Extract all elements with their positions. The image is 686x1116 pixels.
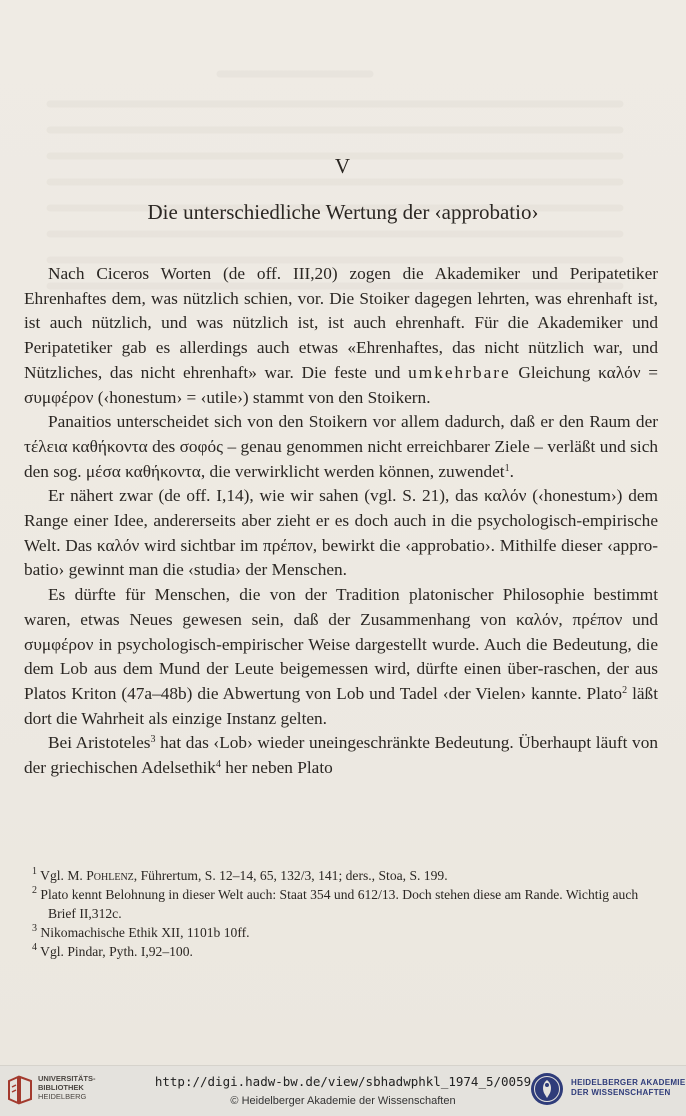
permalink-url[interactable]: http://digi.hadw-bw.de/view/sbhadwphkl_1974_5/0059 (154, 1074, 532, 1089)
copyright-notice: © Heidelberger Akademie der Wissenschaften (230, 1095, 456, 1107)
footnote-number: 1 (32, 866, 37, 877)
academy-seal-icon[interactable] (530, 1072, 564, 1106)
footnote-ref-2[interactable]: 2 (622, 684, 628, 696)
paragraph-5-mid: hat das ‹Lob› wieder uneingeschränkte Bedeutung. Überhaupt läuft von der griechischen Adelsethik (24, 733, 658, 778)
library-line-2: BIBLIOTHEK (38, 1083, 84, 1092)
footnote-text: Vgl. Pindar, Pyth. I,92–100. (40, 944, 193, 959)
paragraph-4-end: läßt dort die Wahrheit als einzige Instanz gelten. (24, 683, 658, 728)
footnote-text: Plato kennt Belohnung in dieser Welt auch: Staat 354 und 612/13. Doch stehen diese am Rande. Wichtig auch Brief II,312c. (40, 887, 639, 921)
academy-label (571, 1078, 685, 1098)
paragraph-1-text-b: Gleichung καλόν = συμφέρον (‹honestum› = ‹utile›) stammt von den Stoikern. (24, 362, 658, 407)
paragraph-3 (24, 484, 658, 583)
footnote-text-pre: Vgl. M. (40, 868, 87, 883)
body-text (24, 262, 658, 781)
paragraph-4-text: Es dürfte für Menschen, die von der Tradition platonischer Philosophie bestimmt waren, etwas Neues gewesen sein, daß der Zusammenhang von καλόν, πρέπον und συμφέρον in psychologisch-empirischer Weise dargestellt wurde. Auch die Bedeutung, die dem Lob aus dem Mund der Leute beigemessen wird, dürfte einen über-raschen, der aus Platos Kriton (47a–48b) die Abwertung von Lob und Tadel ‹der Vielen› kannte. Plato (24, 585, 658, 703)
paragraph-2 (24, 410, 658, 484)
footnote-text: Nikomachische Ethik XII, 1101b 10ff. (40, 925, 250, 940)
library-line-3: HEIDELBERG (38, 1092, 87, 1101)
library-line-1: UNIVERSITÄTS- (38, 1074, 96, 1083)
chapter-number: V (334, 154, 352, 178)
viewer-footer (0, 1065, 686, 1116)
paragraph-1 (24, 262, 658, 410)
academy-line-2: DER WISSENSCHAFTEN (571, 1088, 671, 1097)
paragraph-2-text: Panaitios unterscheidet sich von den Stoikern vor allem dadurch, daß er den Raum der τέλεια καθήκοντα des σοφός – genau genommen nicht erreichbarer Ziele – verläßt und sich den sog. μέσα καθήκοντα, die verwirklicht werden können, zuwendet (24, 412, 658, 481)
footnote-number: 4 (32, 942, 37, 953)
footnote-ref-3[interactable]: 3 (150, 734, 156, 746)
paragraph-5-end: her neben Plato (220, 758, 333, 778)
footnote-number: 2 (32, 885, 37, 896)
footnote-2 (32, 885, 658, 923)
paragraph-3-text: Er nähert zwar (de off. I,14), wie wir sahen (vgl. S. 21), das καλόν (‹honestum›) dem Range einer Idee, andererseits aber zieht er es doch auch in die psychologisch-empirische Welt. Das καλόν wird sichtbar im πρέπον, bewirkt die ‹approbatio›. Mithilfe dieser ‹appro-batio› gewinnt man die ‹studia› der Menschen. (24, 486, 658, 580)
paragraph-5 (24, 731, 658, 780)
footnote-4 (32, 942, 658, 961)
emphasis-spaced-word: umkehrbare (408, 362, 511, 382)
chapter-title: Die unterschiedliche Wertung der ‹approbatio› (147, 200, 539, 224)
footnotes (32, 866, 658, 961)
paragraph-1-text-a: Nach Ciceros Worten (de off. III,20) zogen die Akademiker und Peripatetiker Ehrenhaftes dem, was nützlich schien, vor. Die Stoiker dagegen lehrten, was ehrenhaft ist, ist auch nützlich, und was nützlich ist, ist auch ehrenhaft. Für die Akademiker und Peripatetiker gab es allerdings auch etwas «Ehrenhaftes, das nicht nützlich war, und Nützliches, das nicht ehrenhaft» war. Die feste und (24, 264, 658, 382)
footnote-3 (32, 923, 658, 942)
footnote-ref-1[interactable]: 1 (504, 462, 510, 474)
paragraph-2-end: . (509, 461, 514, 481)
academy-line-1: HEIDELBERGER AKADEMIE (571, 1078, 686, 1087)
footnote-text: , Führertum, S. 12–14, 65, 132/3, 141; ders., Stoa, S. 199. (133, 868, 448, 883)
footnote-1 (32, 866, 658, 885)
paragraph-4 (24, 583, 658, 731)
paragraph-5-text: Bei Aristoteles (48, 733, 151, 753)
footnote-number: 3 (32, 923, 37, 934)
footnote-author: Pohlenz (86, 868, 134, 883)
footnote-ref-4[interactable]: 4 (215, 759, 221, 771)
